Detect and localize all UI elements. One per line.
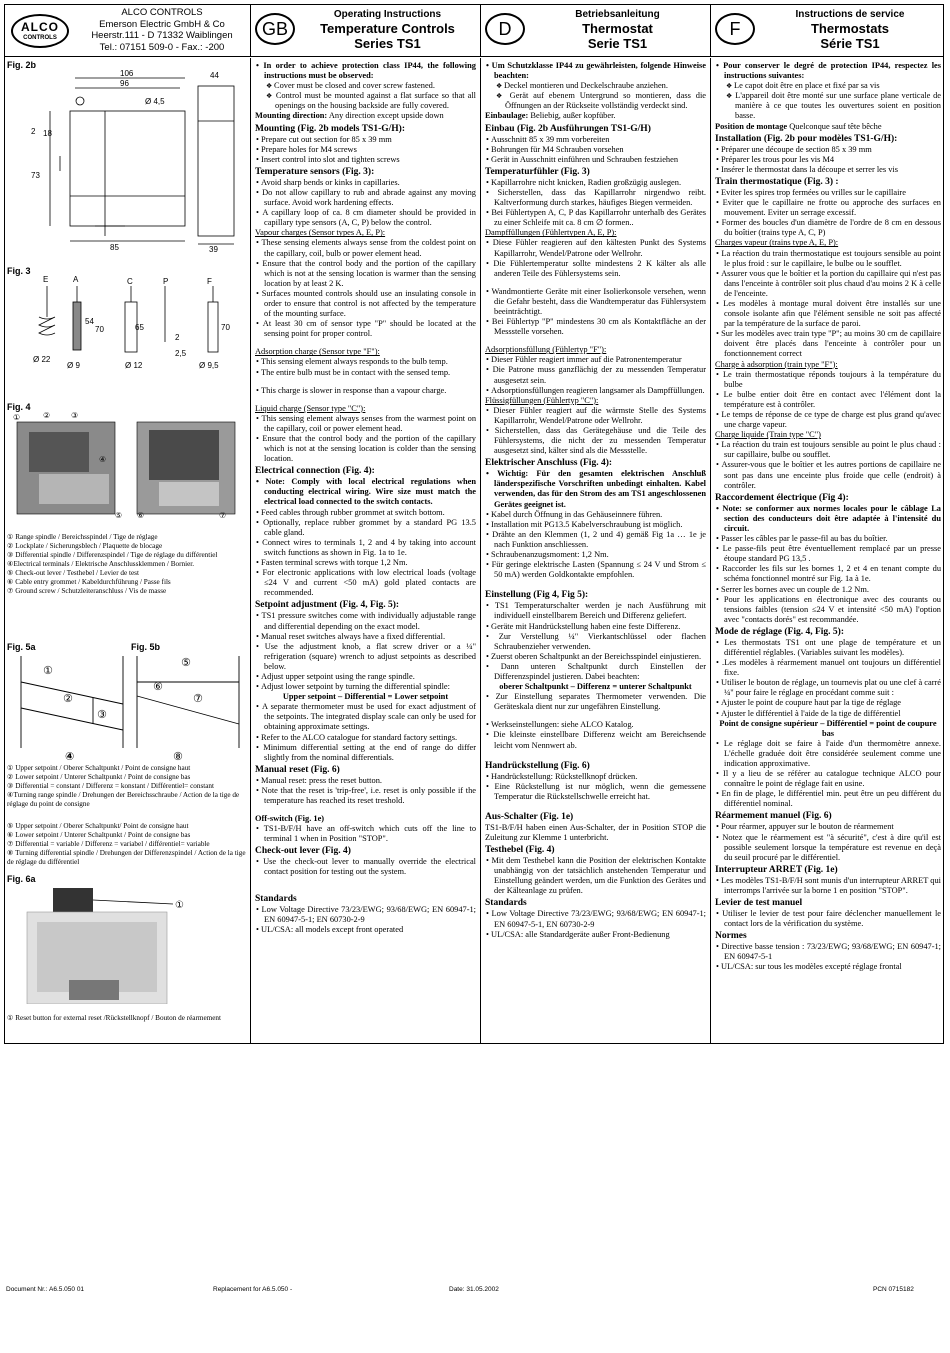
svg-text:④: ④	[65, 750, 75, 762]
svg-text:65: 65	[135, 323, 144, 332]
svg-text:70: 70	[221, 323, 230, 332]
badge-de: D	[485, 13, 525, 45]
svg-text:⑧: ⑧	[173, 750, 183, 762]
svg-text:①: ①	[175, 900, 184, 911]
svg-text:①: ①	[13, 413, 21, 422]
column-gb: • In order to achieve protection class IP44, the following instructions must be observed: ❖ Cover must be closed and cover screw fastened. ❖ Control must be mounted against a flat surface so that all openings on the housing backside are fully covered. Mounting direction: Any direction except upside down Mounting (Fig. 2b models TS1-G/H): • Prepare cut out section for 85 x 39 mm • Prepare holes for M4 screws • Insert control into slot and tighten screws Temperature sensors (Fig. 3): • Avoid sharp bends or kinks in capillaries. • Do not allow capillary to rub and abrade against any moving surface. Avoid work hardening effects. • A capillary loop of ca. 8 cm diameter should be provided in capillary type sensors (A, C, P) below the control. Vapour charges (Sensor types A, E, P): • These sensing elements always sense from the coldest point on the capillary, coil, bulb or power element head. • Ensure that the control body and the portion of the capillary which is not at the sensing location is warmer than the sensing location by at least 2 K. • Surfaces mounted controls should use an insulating console in order to ensure that control is not affected by the temperature of the mounting surface. • At least 30 cm of sensor type "P" should be located at the sensing point for proper control. Adsorption charge (Sensor type "F"): • This sensing element always responds to the bulb temp. • The entire bulb must be in contact with the sensed temp. • This charge is slower in response than a vapour charge. Liquid charge (Sensor type "C"): • This sensing element always senses from the warmest point on the capillary, coil or power element head. • Ensure that the control body and the portion of the capillary which is not at the sensing location is colder than the sensing location. Electrical connection (Fig. 4): • Note: Comply with local electrical regulations when conducting electrical wiring. Wire size must match the electrical load connected to the switch contacts. • Feed cables through rubber grommet at switch bottom. • Optionally, replace rubber grommet by a standard PG 13.5 cable gland. • Connect wires to terminals 1, 2 and 4 by taking into account switch functions as shown in Fig. 1a to 1e. • Fasten terminal screws with torque 1,2 Nm. • For electronic applications with low electrical loads (voltage ≤24 V and current <50 mA) gold plated contacts are recommended. Setpoint adjustment (Fig. 4, Fig. 5): • TS1 pressure switches come with individually adjustable range and differential depending on the exact model. • Manual reset switches always have a fixed differential. • Use the adjustment knob, a flat screw driver or a ¼" refrigeration (square) wrench to adjust setpoints as described below. • Adjust upper setpoint using the range spindle. • Adjust lower setpoint by turning the differential spindle: Upper setpoint – Differential = Lower setpoint • A separate thermometer must be used for exact adjustment of the setpoints. The integrated display scale can only be used for obtaining approximate settings. • Refer to the ALCO catalogue for standard factory settings. • Minimum differential setting at the end of range do differ slightly from the nominal differentials. Manual reset (Fig. 6) • Manual reset: press the reset button. • Note that the reset is 'trip-free', i.e. reset is only possible if the temperature has reached its reset treshold. Off-switch (Fig. 1e) • TS1-B/F/H have an off-switch which cuts off the line to terminal 1 when in Position "STOP". Check-out lever (Fig. 4) • Use the check-out lever to manually override the electrical contact position for testing out the system. Standards • Low Voltage Directive 73/23/EWG; 93/68/EWG; EN 60947-1; EN 60947-5-1; EN 60730-2-9 • UL/CSA: all models except front operated	[251, 58, 481, 1044]
svg-text:①: ①	[43, 664, 53, 677]
fig5b-label: Fig. 5b	[131, 642, 160, 652]
alco-logo: ALCO CONTROLS	[11, 14, 69, 48]
svg-text:P: P	[163, 277, 169, 286]
footer-date: Date: 31.05.2002	[449, 1286, 499, 1293]
instruction-sheet	[4, 4, 944, 1044]
svg-text:③: ③	[71, 412, 79, 420]
fig4-photos	[9, 412, 249, 520]
svg-text:54: 54	[85, 317, 94, 326]
svg-text:②: ②	[63, 692, 73, 705]
figures-column	[5, 58, 251, 1044]
svg-text:2: 2	[175, 333, 180, 342]
svg-text:②: ②	[43, 412, 51, 420]
footer-pcn: PCN 0715182	[873, 1286, 914, 1293]
fig6a-photo	[13, 884, 243, 1004]
svg-text:Ø 12: Ø 12	[125, 361, 143, 370]
svg-text:⑥: ⑥	[137, 511, 145, 520]
svg-text:E: E	[43, 275, 49, 284]
svg-text:Ø 9: Ø 9	[67, 361, 80, 370]
fig3-label: Fig. 3	[7, 266, 31, 276]
dim-106: 106	[120, 69, 134, 78]
badge-fr: F	[715, 13, 755, 45]
svg-text:④: ④	[99, 455, 107, 464]
fig2b-label: Fig. 2b	[7, 60, 36, 70]
fig6a-label: Fig. 6a	[7, 874, 36, 884]
dim-2: 2	[31, 127, 36, 136]
fig3-sensors	[15, 272, 245, 372]
dim-96: 96	[120, 79, 129, 88]
header-gb: GB Operating Instructions Temperature Controls Series TS1	[251, 5, 481, 57]
dim-hole: Ø 4,5	[145, 97, 165, 106]
header-fr: F Instructions de service Thermostats Série TS1	[711, 5, 944, 57]
fig5a-label: Fig. 5a	[7, 642, 36, 652]
company-address: ALCO CONTROLS Emerson Electric GmbH & Co Heerstr.111 - D 71332 Waiblingen Tel.: 07151 509-0 - Fax.: -200	[91, 7, 233, 53]
svg-text:⑤: ⑤	[181, 656, 191, 669]
header	[5, 5, 944, 57]
svg-text:A: A	[73, 275, 79, 284]
fig5b-legend: ⑤ Upper setpoint / Oberer Schaltpunkt/ Point de consigne haut ⑥ Lower setpoint / Unterer Schaltpunkt / Point de consigne bas ⑦ Differential = variable / Differenz = variabel / différentiel= variable ⑧ Turning differential spindle / Drehungen der Differenzspindel / Action de la tige de réglage du différentiel	[7, 822, 246, 866]
svg-text:70: 70	[95, 325, 104, 334]
svg-text:⑤: ⑤	[115, 511, 123, 520]
column-fr: • Pour conserver le degré de protection IP44, respectez les instructions suivantes: ❖ Le capot doit être en place et fixé par sa vis ❖ L'appareil doit être monté sur une surface plane verticale de manière à ce que toutes les ouvertures soient en position basse. Position de montage Quelconque sauf tête bêche Installation (Fig. 2b pour modèles TS1-G/H): • Préparer une découpe de section 85 x 39 mm • Préparer les trous pour les vis M4 • Insérer le thermostat dans la découpe et serrer les vis Train thermostatique (Fig. 3) : • Eviter les spires trop fermées ou vrilles sur le capillaire • Eviter que le capillaire ne frotte ou approche des surfaces en mouvement. Eviter un serrage excessif. • Former des boucles d'un diamètre de l'ordre de 8 cm en dessous du boîtier (trains type A, C, P) Charges vapeur (trains type A, E, P): • La réaction du train thermostatique est toujours sensible au point le plus froid : sur le capillaire, le bulbe ou le soufflet. • Assurer vous que le boîtier et la portion du capillaire qui n'est pas dans l'enceinte à contrôler soit plus chaud d'au moins 2 K à celle de l'enceinte. • Les modèles à montage mural doivent être installés sur une console isolante afin que l'élément sensible ne soit pas affecté par la température de la surface de paroi. • Sur les modèles avec train type "P"; au moins 30 cm de capillaire doivent être placés dans l'enceinte à contrôler pour un fonctionnement correct Charge à adsorption (train type "F"): • Le train thermostatique réponds toujours à la température du bulbe • Le bulbe entier doit être en contact avec l'élément dont la température est à contrôler. • Le temps de réponse de ce type de charge est plus grand qu'avec une charge vapeur. Charge liquide (Train type "C") • La réaction du train est toujours sensible au point le plus chaud : sur capillaire, bulbe ou soufflet. • Assurer-vous que le boîtier et les autres portions de capillaire ne sont pas dans une enceinte plus froide que celle (endroit) à contrôler. Raccordement électrique (Fig 4): • Note: se conformer aux normes locales pour le câblage La section des conducteurs doit être adaptée à l'intensité du circuit. • Passer les câbles par le passe-fil au bas du boîtier. • Le passe-fils peut être éventuellement remplacé par un presse étoupe standard PG 13,5 . • Raccorder les fils sur les bornes 1, 2 et 4 en tenant compte du schéma fonctionnel montré sur Fig. 1a à 1e. • Serrer les bornes avec un couple de 1.2 Nm. • Pour les applications en électronique avec des courants ou tensions faibles (tension ≤24 V et intensité <50 mA) l'option avec "contacts dorés" est recommandée. Mode de réglage (Fig. 4, Fig. 5): • Les thermostats TS1 ont une plage de température et un différentiel réglables. (Variables suivant les modèles). • .Les modèles à réarmement manuel ont toujours un différentiel fixe. • Utiliser le bouton de réglage, un tournevis plat ou une clef à carré ¼" pour faire le réglage en procédant comme suit : • Ajuster le point de coupure haut par la tige de réglage • Ajuster le différentiel à l'aide de la tige de différentiel Point de consigne supérieur – Différentiel = point de coupure bas • Le réglage doit se faire à l'aide d'un thermomètre annexe. L'échelle graduée doit être considérée seulement comme une indication approximative. • Il y a lieu de se référer au catalogue technique ALCO pour connaître le point de réglage fait en usine. • En fin de plage, le différentiel min. peut être un peu différent du différentiel nominal. Réarmement manuel (Fig. 6) • Pour réarmer, appuyer sur le bouton de réarmement • Notez que le réarmement est "à sécurité", c'est à dire qu'il est possible seulement lorsque la température est revenue en deçà du seuil procuré par le différentiel. Interrupteur ARRET (Fig. 1e) • Les modèles TS1-B/F/H sont munis d'un interrupteur ARRET qui interromps l'arrivée sur la borne 1 en position "STOP". Levier de test manuel • Utiliser le levier de test pour faire déclencher manuellement le contact lors de la vérification du système. Normes • Directive basse tension : 73/23/EWG; 93/68/EWG; EN 60947-1; EN 60947-5-1 • UL/CSA: sur tous les modèles excepté réglage frontal	[711, 58, 944, 1044]
dim-39: 39	[209, 245, 218, 254]
dim-44: 44	[210, 71, 219, 80]
fig4-legend: ① Range spindle / Bereichsspindel / Tige de réglage ② Lockplate / Sicherungsblech / Plaquette de blocage ③ Differential spindle / Differenzspindel / Tige de réglage du différentiel ④Electrical terminals / Elektrische Anschlussklemmen / Bornier. ⑤ Check-out lever / Testhebel / Levier de test ⑥ Cable entry grommet / Kabeldurchführung / Passe fils ⑦ Ground screw / Schutzleiteranschluss / Vis de masse	[7, 533, 218, 595]
svg-text:C: C	[127, 277, 133, 286]
column-de: • Um Schutzklasse IP44 zu gewährleisten, folgende Hinweise beachten: ❖ Deckel montieren und Deckelschraube anziehen. ❖ Gerät auf ebenem Untergrund so montieren, dass die Öffnungen an der Rückseite vollständig verdeckt sind. Einbaulage: Beliebig, außer kopfüber. Einbau (Fig. 2b Ausführungen TS1-G/H) • Ausschnitt 85 x 39 mm vorbereiten • Bohrungen für M4 Schrauben vorsehen • Gerät in Ausschnitt einführen und Schrauben festziehen Temperaturfühler (Fig. 3) • Kapillarrohre nicht knicken, Radien großzügig auslegen. • Sicherstellen, dass das Kapillarrohr nirgendwo reibt. Kaltverformung durch starkes, häufiges Biegen vermeiden. • Bei Fühlertypen A, C, P das Kapillarrohr unterhalb des Gerätes zu einer Schleife mit ca. 8 cm ∅ formen.. Dampffüllungen (Fühlertypen A, E, P): • Diese Fühler reagieren auf den kältesten Punkt des Systems Kapillarrohr, Wendel/Patrone oder Wellrohr. • Die Fühlertemperatur sollte mindestens 2 K kälter als alle anderen Teile des Fühlersystems sein. • Wandmontierte Geräte mit einer Isolierkonsole versehen, wenn die Gefahr besteht, dass die Wandtemperatur das Fühlersystem beeinträchtigt. • Bei Fühlertyp "P" mindestens 30 cm als Kontaktfläche an der Messstelle vorsehen. Adsorptionsfüllung (Fühlertyp "F"): • Dieser Fühler reagiert immer auf die Patronentemperatur • Die Patrone muss ganzflächig der zu messenden Temperatur ausgesetzt sein. • Adsorptionsfüllungen reagieren langsamer als Dampffüllungen. Flüssigfüllungen (Fühlertyp "C"): • Dieser Fühler reagiert auf die wärmste Stelle des Systems Kapillarrohr, Wendel/Patrone oder Wellrohr. • Sicherstellen, dass das Gerätegehäuse und die Teile des Fühlersystems, die nicht der zu messenden Temperatur ausgesetzt sind, kälter sind als die Messstelle. Elektrischer Anschluss (Fig. 4): • Wichtig: Für den gesamten elektrischen Anschluß länderspezifische Vorschriften unbedingt einhalten. Kabel verwenden, das für den Strom des am TS1 angeschlossenen Gerätes geeignet ist. • Kabel durch Öffnung in das Gehäuseinnere führen. • Installation mit PG13.5 Kabelverschraubung ist möglich. • Drähte an den Klemmen (1, 2 und 4) gemäß Fig 1a … 1e je nach Funktion anschliessen. • Schraubenanzugsmoment: 1,2 Nm. • Für geringe elektrische Lasten (Spannung ≤ 24 V und Strom ≤ 50 mA) werden Goldkontakte empfohlen. Einstellung (Fig 4, Fig 5): • TS1 Temperaturschalter werden je nach Ausführung mit individuell einstellbarem Bereich und Differenz geliefert. • Geräte mit Handrückstellung haben eine feste Differenz. • Zur Verstellung ¼" Vierkantschlüssel oder flachen Schraubenzieher verwenden. • Zuerst oberen Schaltpunkt an der Bereichsspindel einjustieren. • Dann unteren Schaltpunkt durch Einstellen der Differenzspindel justieren. Dabei beachten: oberer Schaltpunkt – Differenz = unterer Schaltpunkt • Zur Einstellung separates Thermometer verwenden. Die Geräteskala dient nur zur ungefähren Einstellung. • Werkseinstellungen: siehe ALCO Katalog. • Die kleinste einstellbare Differenz weicht am Bereichsende leicht vom Nennwert ab. Handrückstellung (Fig. 6) • Handrückstellung: Rückstellknopf drücken. • Eine Rückstellung ist nur möglich, wenn die gemessene Temperatur die Rückstellschwelle erreicht hat. Aus-Schalter (Fig. 1e) TS1-B/F/H haben einen Aus-Schalter, der in Position STOP die Zuleitung zur Klemme 1 unterbricht. Testhebel (Fig. 4) • Mit dem Testhebel kann die Position der elektrischen Kontakte unabhängig von der tatsächlich anstehenden Temperatur und Einstellung geändert werden, um die Funktion des Gerätes und der Kälteanlage zu prüfen. Standards • Low Voltage Directive 73/23/EWG; 93/68/EWG; EN 60947-1; EN 60947-5-1, EN 60730-2-9 • UL/CSA: alle Standardgeräte außer Front-Bedienung	[481, 58, 711, 1044]
svg-text:Ø 22: Ø 22	[33, 355, 51, 364]
footer-replacement: Replacement for A6.5.050 -	[213, 1286, 293, 1293]
dim-85: 85	[110, 243, 119, 252]
svg-text:⑥: ⑥	[153, 680, 163, 693]
fig2b-drawing	[15, 66, 245, 256]
svg-text:F: F	[207, 277, 212, 286]
svg-text:Ø 9,5: Ø 9,5	[199, 361, 219, 370]
footer-document-number: Document Nr.: A6.5.050 01	[6, 1286, 85, 1293]
header-de: D Betriebsanleitung Thermostat Serie TS1	[481, 5, 711, 57]
fig4-label: Fig. 4	[7, 402, 31, 412]
badge-gb: GB	[255, 13, 295, 45]
svg-text:2,5: 2,5	[175, 349, 187, 358]
svg-text:③: ③	[97, 708, 107, 721]
fig6a-legend: ① Reset button for external reset /Rückstellknopf / Bouton de réarmement	[7, 1014, 222, 1022]
dim-73: 73	[31, 171, 40, 180]
dim-18: 18	[43, 129, 52, 138]
fig5-diagrams	[13, 652, 243, 762]
company-block	[5, 5, 251, 57]
svg-text:⑦: ⑦	[193, 692, 203, 705]
svg-text:⑦: ⑦	[219, 511, 227, 520]
fig5a-legend: ① Upper setpoint / Oberer Schaltpunkt / Point de consigne haut ② Lower setpoint / Unterer Schaltpunkt / Point de consigne bas ③ Differential = constant / Differenz = konstant / Différentiel= constant ④Turning range spindle / Drehungen der Bereichsschraube / Action de la tige de réglage du point de consigne	[7, 764, 240, 808]
